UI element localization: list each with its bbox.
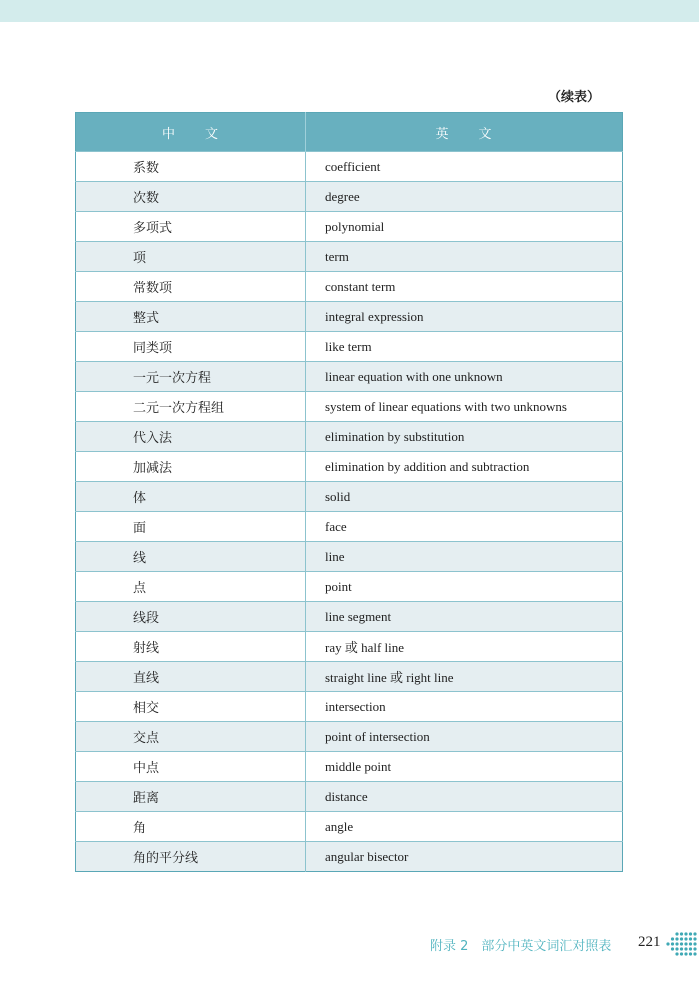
chinese-term: 一元一次方程 [76,362,306,392]
page-number: 221 [638,934,661,950]
english-term: middle point [306,752,623,782]
table-row [76,272,623,302]
english-term: elimination by addition and subtraction [306,452,623,482]
chinese-term: 常数项 [76,272,306,302]
chinese-term: 直线 [76,662,306,692]
english-term: line [306,542,623,572]
chinese-term: 点 [76,572,306,602]
table-row [76,452,623,482]
table-row [76,542,623,572]
chinese-term: 中点 [76,752,306,782]
english-term: intersection [306,692,623,722]
chinese-term: 面 [76,512,306,542]
continued-label: （续表） [548,90,601,105]
chinese-term: 线段 [76,602,306,632]
table-row [76,422,623,452]
table-row [76,692,623,722]
chinese-term: 项 [76,242,306,272]
table-row [76,182,623,212]
table-row [76,782,623,812]
english-term: linear equation with one unknown [306,362,623,392]
english-term: elimination by substitution [306,422,623,452]
vocabulary-table [75,112,623,872]
english-term: term [306,242,623,272]
table-row [76,332,623,362]
chinese-term: 交点 [76,722,306,752]
chinese-term: 加减法 [76,452,306,482]
footer-section-title: 附录 2 部分中英文词汇对照表 [430,939,612,954]
chinese-term: 同类项 [76,332,306,362]
chinese-term: 系数 [76,152,306,182]
table-row [76,212,623,242]
english-term: constant term [306,272,623,302]
chinese-term: 整式 [76,302,306,332]
table-row [76,602,623,632]
table-row [76,752,623,782]
table-row [76,482,623,512]
english-term: line segment [306,602,623,632]
header-chinese: 中文 [76,113,306,152]
chinese-term: 射线 [76,632,306,662]
chinese-term: 体 [76,482,306,512]
chinese-term: 距离 [76,782,306,812]
chinese-term: 多项式 [76,212,306,242]
english-term: system of linear equations with two unknowns [306,392,623,422]
table-row [76,572,623,602]
english-term: point [306,572,623,602]
table-row [76,152,623,182]
chinese-term: 角 [76,812,306,842]
chinese-term: 二元一次方程组 [76,392,306,422]
english-term: angular bisector [306,842,623,872]
header-english: 英文 [306,113,623,152]
english-term: point of intersection [306,722,623,752]
english-term: like term [306,332,623,362]
english-term: degree [306,182,623,212]
english-term: integral expression [306,302,623,332]
chinese-term: 角的平分线 [76,842,306,872]
chinese-term: 代入法 [76,422,306,452]
table-row [76,722,623,752]
chinese-term: 次数 [76,182,306,212]
table-row [76,662,623,692]
english-term: angle [306,812,623,842]
table-row [76,392,623,422]
chinese-term: 相交 [76,692,306,722]
english-term: straight line 或 right line [306,662,623,692]
table-row [76,242,623,272]
decorative-dots-icon [665,930,697,958]
table-row [76,362,623,392]
english-term: solid [306,482,623,512]
english-term: face [306,512,623,542]
chinese-term: 线 [76,542,306,572]
english-term: coefficient [306,152,623,182]
english-term: distance [306,782,623,812]
top-band [0,0,699,22]
table-row [76,632,623,662]
table-row [76,302,623,332]
english-term: polynomial [306,212,623,242]
table-row [76,512,623,542]
table-row [76,842,623,872]
table-row [76,812,623,842]
english-term: ray 或 half line [306,632,623,662]
